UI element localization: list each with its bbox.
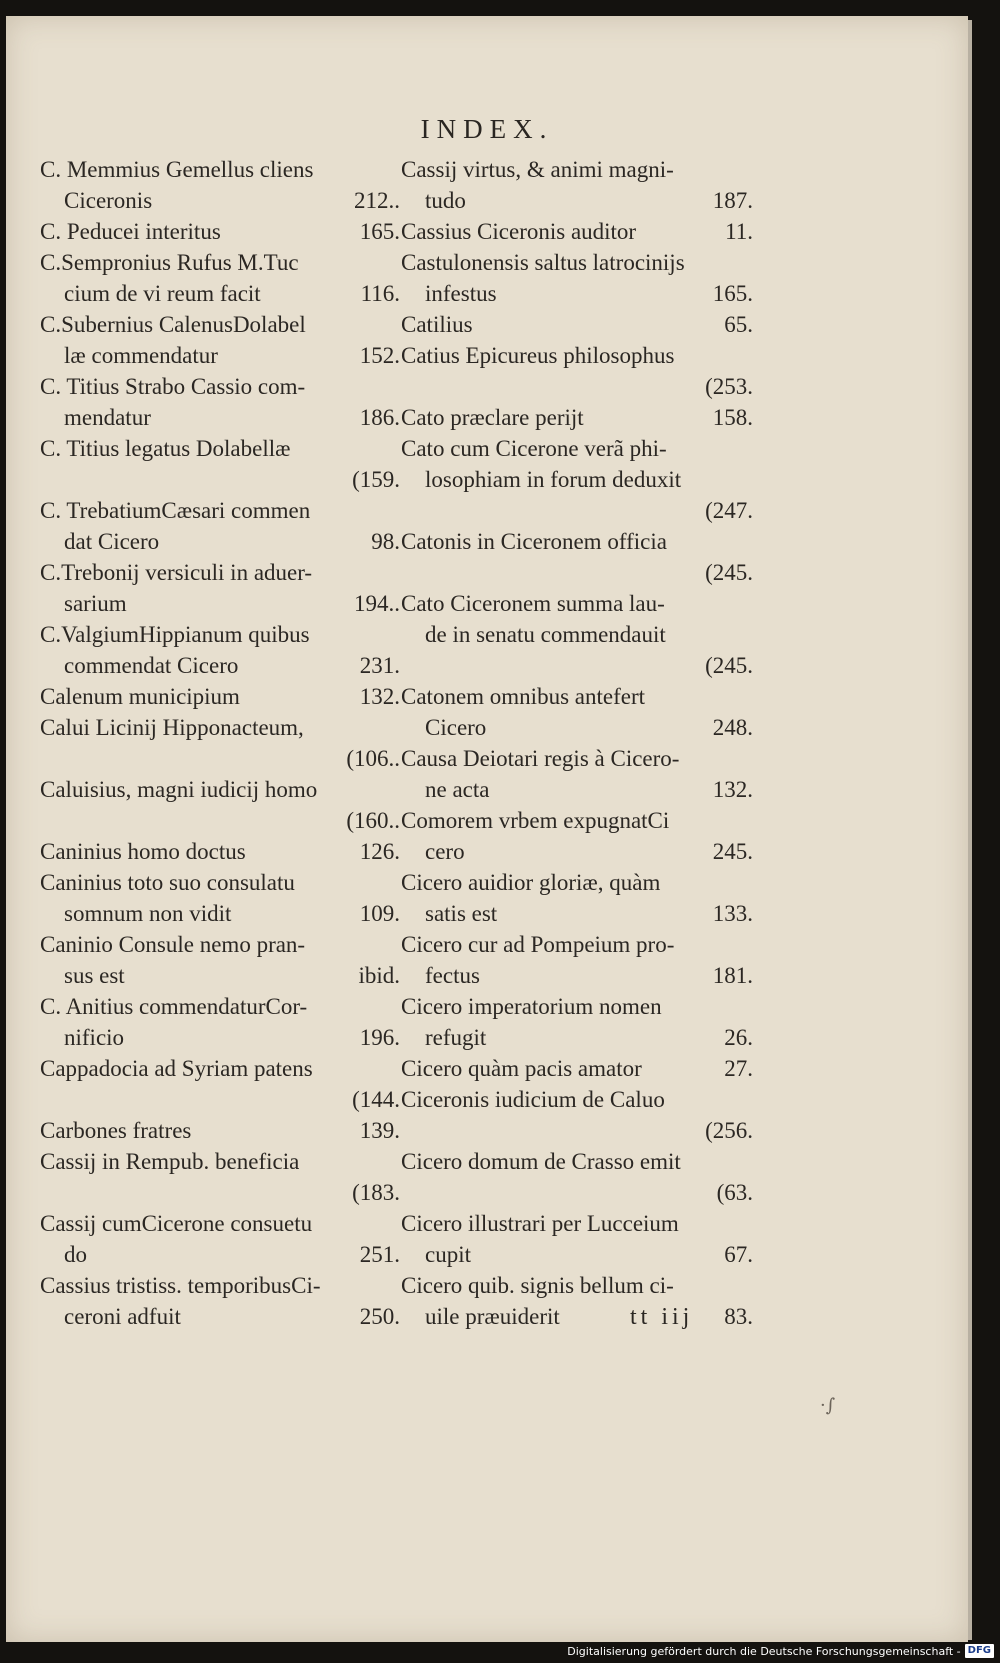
index-entry: [401, 216, 753, 247]
index-entry: [401, 1084, 753, 1146]
entry-text: C. Anitius commendaturCor-: [40, 994, 308, 1019]
entry-page-number: 26.: [724, 1025, 753, 1050]
entry-text: C. Titius Strabo Cassio com-: [40, 374, 306, 399]
entry-page-number: 109.: [359, 901, 400, 926]
index-entry: [401, 309, 753, 340]
index-entry: [40, 495, 400, 557]
index-entry: [401, 526, 753, 588]
index-entry: [40, 836, 400, 867]
entry-text: C. Memmius Gemellus cliens: [40, 157, 314, 182]
entry-page-number: 250.: [359, 1304, 400, 1329]
footer-text: Digitalisierung gefördert durch die Deutsche Forschungsgemeinschaft -: [567, 1644, 961, 1658]
entry-text: C. Peducei interitus: [40, 219, 221, 244]
index-entry: [401, 402, 753, 433]
entry-text: Cicero domum de Crasso emit: [401, 1149, 681, 1174]
entry-text: Cato præclare perijt: [401, 405, 584, 430]
index-entry: [401, 991, 753, 1053]
entry-text: Cicero: [425, 715, 487, 740]
entry-text: sus est: [64, 963, 125, 988]
entry-page-number: (247.: [705, 498, 753, 523]
entry-text: Cassij virtus, & animi magni-: [401, 157, 674, 182]
entry-page-number: 158.: [712, 405, 753, 430]
index-entry: [40, 867, 400, 929]
index-entry: [40, 309, 400, 371]
entry-text: Caninius homo doctus: [40, 839, 246, 864]
entry-text: C.Sempronius Rufus M.Tuc: [40, 250, 299, 275]
index-entry: [401, 154, 753, 216]
entry-page-number: 245.: [712, 839, 753, 864]
page-edge: [968, 20, 972, 1640]
margin-mark: ·∫: [820, 1395, 836, 1416]
entry-page-number: 251.: [359, 1242, 400, 1267]
entry-page-number: (144.: [352, 1087, 400, 1112]
index-entry: [40, 216, 400, 247]
entry-text: refugit: [425, 1025, 487, 1050]
index-entry: [401, 1146, 753, 1208]
entry-page-number: 65.: [724, 312, 753, 337]
entry-text: Comorem vrbem expugnatCi: [401, 808, 670, 833]
entry-page-number: 133.: [712, 901, 753, 926]
index-entry: [401, 588, 753, 681]
entry-text: Castulonensis saltus latrocinijs: [401, 250, 685, 275]
entry-text: Causa Deiotari regis à Cicero-: [401, 746, 680, 771]
index-entry: [40, 619, 400, 681]
entry-page-number: 11.: [725, 219, 753, 244]
index-column-right: [401, 154, 753, 1332]
entry-text: Cassius tristiss. temporibusCi-: [40, 1273, 321, 1298]
entry-page-number: 212..: [354, 188, 400, 213]
entry-page-number: 126.: [359, 839, 400, 864]
entry-text: Catonis in Ciceronem officia: [401, 529, 667, 554]
entry-text: nificio: [64, 1025, 125, 1050]
entry-text: infestus: [425, 281, 497, 306]
entry-text: Caninio Consule nemo pran-: [40, 932, 306, 957]
entry-text: commendat Cicero: [64, 653, 239, 678]
entry-text: satis est: [425, 901, 498, 926]
entry-text: somnum non vidit: [64, 901, 232, 926]
index-entry: [40, 1053, 400, 1115]
index-entry: [401, 929, 753, 991]
index-entry: [40, 774, 400, 836]
entry-page-number: 83.: [724, 1304, 753, 1329]
entry-page-number: 196.: [359, 1025, 400, 1050]
entry-page-number: 186.: [359, 405, 400, 430]
entry-page-number: 139.: [359, 1118, 400, 1143]
entry-page-number: 248.: [712, 715, 753, 740]
entry-text: uile præuiderit: [425, 1304, 560, 1329]
entry-page-number: (183.: [352, 1180, 400, 1205]
index-entry: [401, 681, 753, 743]
entry-page-number: 194..: [354, 591, 400, 616]
entry-text: fectus: [425, 963, 480, 988]
entry-text: Catius Epicureus philosophus: [401, 343, 675, 368]
entry-page-number: 132.: [712, 777, 753, 802]
entry-text: C.Trebonij versiculi in aduer-: [40, 560, 313, 585]
entry-text: læ commendatur: [64, 343, 218, 368]
entry-text: Cassij in Rempub. beneficia: [40, 1149, 300, 1174]
entry-text: C. TrebatiumCæsari commen: [40, 498, 311, 523]
entry-text: Ciceronis: [64, 188, 153, 213]
entry-text: Cappadocia ad Syriam patens: [40, 1056, 313, 1081]
entry-page-number: 165.: [712, 281, 753, 306]
entry-page-number: 116.: [360, 281, 400, 306]
index-entry: [401, 743, 753, 805]
index-entry: [40, 247, 400, 309]
entry-page-number: 67.: [724, 1242, 753, 1267]
entry-page-number: 181.: [712, 963, 753, 988]
entry-text: Calui Licinij Hipponacteum,: [40, 715, 304, 740]
entry-text: Cicero illustrari per Lucceium: [401, 1211, 679, 1236]
entry-page-number: 165.: [359, 219, 400, 244]
entry-text: cero: [425, 839, 465, 864]
entry-text: C.ValgiumHippianum quibus: [40, 622, 310, 647]
entry-page-number: 27.: [724, 1056, 753, 1081]
dfg-logo: DFG: [965, 1644, 994, 1658]
entry-text: Caninius toto suo consulatu: [40, 870, 295, 895]
entry-page-number: (159.: [352, 467, 400, 492]
entry-text: Cicero quib. signis bellum ci-: [401, 1273, 674, 1298]
entry-page-number: (160..: [346, 808, 400, 833]
index-entry: [40, 1270, 400, 1332]
index-entry: [40, 154, 400, 216]
entry-page-number: 152.: [359, 343, 400, 368]
entry-page-number: 187.: [712, 188, 753, 213]
index-entry: [40, 1115, 400, 1146]
index-entry: [40, 557, 400, 619]
entry-text: Carbones fratres: [40, 1118, 192, 1143]
entry-text: sarium: [64, 591, 127, 616]
entry-text: Ciceronis iudicium de Caluo: [401, 1087, 665, 1112]
entry-text: mendatur: [64, 405, 151, 430]
entry-text: cupit: [425, 1242, 471, 1267]
entry-page-number: (253.: [705, 374, 753, 399]
entry-text: Cicero auidior gloriæ, quàm: [401, 870, 661, 895]
entry-text: Caluisius, magni iudicij homo: [40, 777, 318, 802]
index-entry: [40, 1146, 400, 1208]
index-entry: [40, 1208, 400, 1270]
index-entry: [401, 340, 753, 402]
entry-text: ceroni adfuit: [64, 1304, 181, 1329]
entry-text: ne acta: [425, 777, 490, 802]
index-entry: [40, 433, 400, 495]
entry-text: C.Subernius CalenusDolabel: [40, 312, 306, 337]
index-entry: [401, 1208, 753, 1270]
entry-text: C. Titius legatus Dolabellæ: [40, 436, 291, 461]
entry-text: Catonem omnibus antefert: [401, 684, 645, 709]
entry-page-number: 132.: [359, 684, 400, 709]
index-entry: [40, 712, 400, 774]
index-entry: [40, 681, 400, 712]
entry-text: Catilius: [401, 312, 473, 337]
index-entry: [401, 247, 753, 309]
entry-text: do: [64, 1242, 87, 1267]
entry-text: Cicero quàm pacis amator: [401, 1056, 642, 1081]
index-entry: [40, 371, 400, 433]
entry-text: de in senatu commendauit: [425, 622, 666, 647]
digitization-footer: [567, 1643, 994, 1659]
entry-text: Cicero imperatorium nomen: [401, 994, 662, 1019]
page-title: INDEX.: [420, 114, 554, 144]
signature-catchword: tt iij: [630, 1304, 694, 1330]
entry-text: cium de vi reum facit: [64, 281, 261, 306]
entry-page-number: (106..: [346, 746, 400, 771]
entry-text: Cato Ciceronem summa lau-: [401, 591, 665, 616]
index-entry: [401, 433, 753, 526]
index-entry: [401, 805, 753, 867]
index-entry: [40, 991, 400, 1053]
entry-text: tudo: [425, 188, 466, 213]
entry-text: Calenum municipium: [40, 684, 240, 709]
entry-page-number: 231.: [359, 653, 400, 678]
entry-page-number: (63.: [716, 1180, 753, 1205]
index-entry: [40, 929, 400, 991]
entry-text: Cato cum Cicerone verã phi-: [401, 436, 667, 461]
index-entry: [401, 1053, 753, 1084]
entry-page-number: (245.: [705, 560, 753, 585]
entry-page-number: (256.: [705, 1118, 753, 1143]
entry-text: losophiam in forum deduxit: [425, 467, 682, 492]
entry-text: dat Cicero: [64, 529, 160, 554]
entry-text: Cassij cumCicerone consuetu: [40, 1211, 313, 1236]
index-entry: [401, 1270, 753, 1332]
entry-page-number: ibid.: [358, 963, 400, 988]
entry-text: Cicero cur ad Pompeium pro-: [401, 932, 675, 957]
index-column-left: [40, 154, 400, 1332]
entry-page-number: 98.: [371, 529, 400, 554]
index-entry: [401, 867, 753, 929]
entry-page-number: (245.: [705, 653, 753, 678]
entry-text: Cassius Ciceronis auditor: [401, 219, 637, 244]
